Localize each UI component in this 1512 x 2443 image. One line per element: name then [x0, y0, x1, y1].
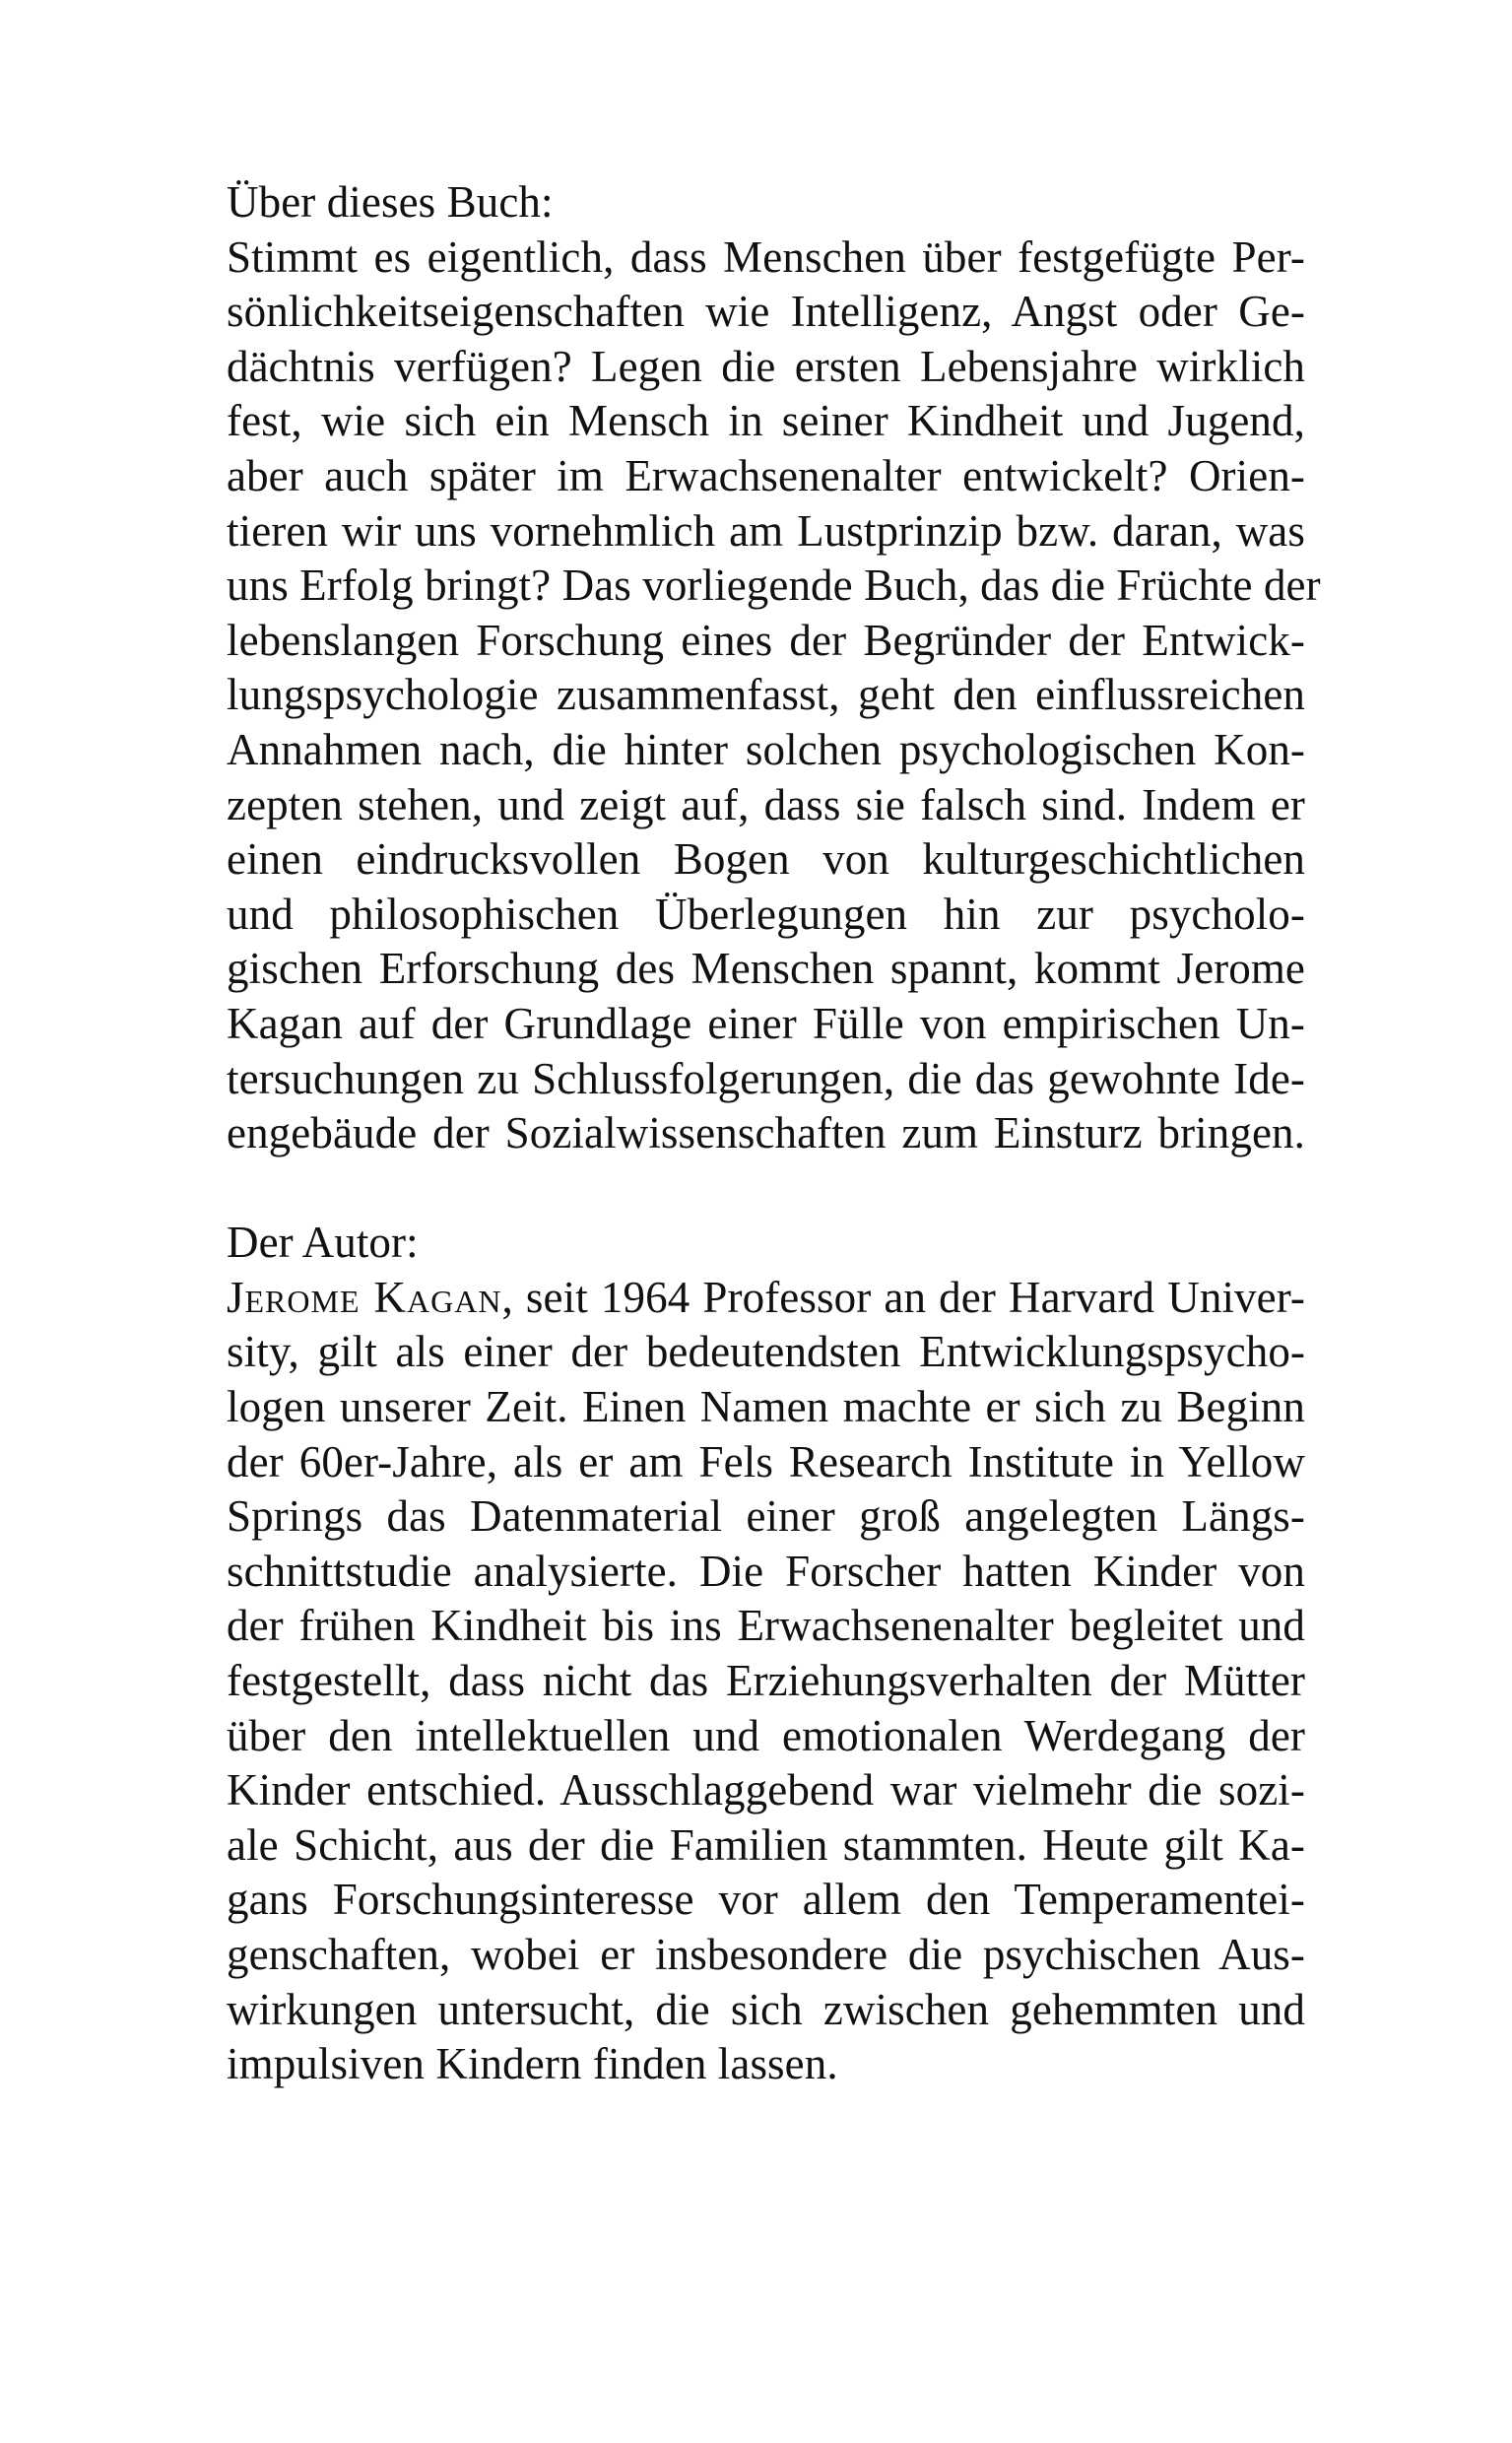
about-author-line: wirkungen untersucht, die sich zwischen gehemmten und: [227, 1984, 1305, 2034]
about-book-line: lebenslangen Forschung eines der Begründer der Entwick-: [227, 615, 1305, 665]
about-book-line: tieren wir uns vornehmlich am Lustprinzip bzw. daran, was: [227, 505, 1305, 556]
about-author-heading: Der Autor:: [227, 1218, 419, 1268]
about-book-line: aber auch später im Erwachsenenalter entwickelt? Orien-: [227, 450, 1305, 500]
about-author-line: gans Forschungsinteresse vor allem den Temperamentei-: [227, 1875, 1305, 1925]
about-author-last-line: impulsiven Kindern finden lassen.: [227, 2039, 838, 2089]
about-author-first-line-rest: , seit 1964 Professor an der Harvard Univer-: [501, 1272, 1305, 1322]
about-book-line: Annahmen nach, die hinter solchen psychologischen Kon-: [227, 724, 1305, 774]
about-author-line: der frühen Kindheit bis ins Erwachsenenalter begleitet und: [227, 1601, 1305, 1651]
about-book-line: lungspsychologie zusammenfasst, geht den einflussreichen: [227, 670, 1305, 720]
about-book-line: dächtnis verfügen? Legen die ersten Lebensjahre wirklich: [227, 341, 1305, 391]
about-author-line: Kinder entschied. Ausschlaggebend war vielmehr die sozi-: [227, 1765, 1305, 1816]
about-book-line: gischen Erforschung des Menschen spannt, kommt Jerome: [227, 944, 1305, 994]
about-author-line: ale Schicht, aus der die Familien stammten. Heute gilt Ka-: [227, 1819, 1305, 1870]
about-book-line: uns Erfolg bringt? Das vorliegende Buch, das die Früchte der: [227, 561, 1321, 611]
about-author-line: festgestellt, dass nicht das Erziehungsverhalten der Mütter: [227, 1656, 1305, 1706]
about-book-line: engebäude der Sozialwissenschaften zum Einsturz bringen.: [227, 1108, 1305, 1158]
about-book-heading: Über dieses Buch:: [227, 177, 554, 227]
about-book-line: Stimmt es eigentlich, dass Menschen über festgefügte Per-: [227, 231, 1305, 282]
about-author-line: schnittstudie analysierte. Die Forscher hatten Kinder von: [227, 1546, 1305, 1596]
about-author-section: [227, 1216, 1305, 2092]
about-author-line: Springs das Datenmaterial einer groß angelegten Längs-: [227, 1491, 1305, 1542]
about-book-line: sönlichkeitseigenschaften wie Intelligenz, Angst oder Ge-: [227, 287, 1305, 337]
book-blurb-page: [227, 175, 1321, 2092]
author-name: Jerome Kagan: [227, 1272, 502, 1322]
about-author-line: sity, gilt als einer der bedeutendsten Entwicklungspsycho-: [227, 1327, 1305, 1377]
about-book-line: und philosophischen Überlegungen hin zur psycholo-: [227, 889, 1305, 939]
about-author-line: der 60er-Jahre, als er am Fels Research Institute in Yellow: [227, 1436, 1305, 1486]
about-author-line: logen unserer Zeit. Einen Namen machte er sich zu Beginn: [227, 1382, 1305, 1432]
about-book-line: zepten stehen, und zeigt auf, dass sie falsch sind. Indem er: [227, 779, 1305, 829]
about-book-section: [227, 175, 1321, 1161]
about-author-line: über den intellektuellen und emotionalen Werdegang der: [227, 1710, 1305, 1760]
about-book-line: einen eindrucksvollen Bogen von kulturgeschichtlichen: [227, 834, 1305, 885]
about-book-line: fest, wie sich ein Mensch in seiner Kindheit und Jugend,: [227, 396, 1305, 446]
about-book-line: Kagan auf der Grundlage einer Fülle von empirischen Un-: [227, 998, 1305, 1048]
section-spacer: [227, 1161, 1305, 1217]
about-author-first-line: [227, 1271, 1305, 1326]
about-author-line: genschaften, wobei er insbesondere die psychischen Aus-: [227, 1930, 1305, 1979]
about-book-line: tersuchungen zu Schlussfolgerungen, die das gewohnte Ide-: [227, 1053, 1305, 1103]
